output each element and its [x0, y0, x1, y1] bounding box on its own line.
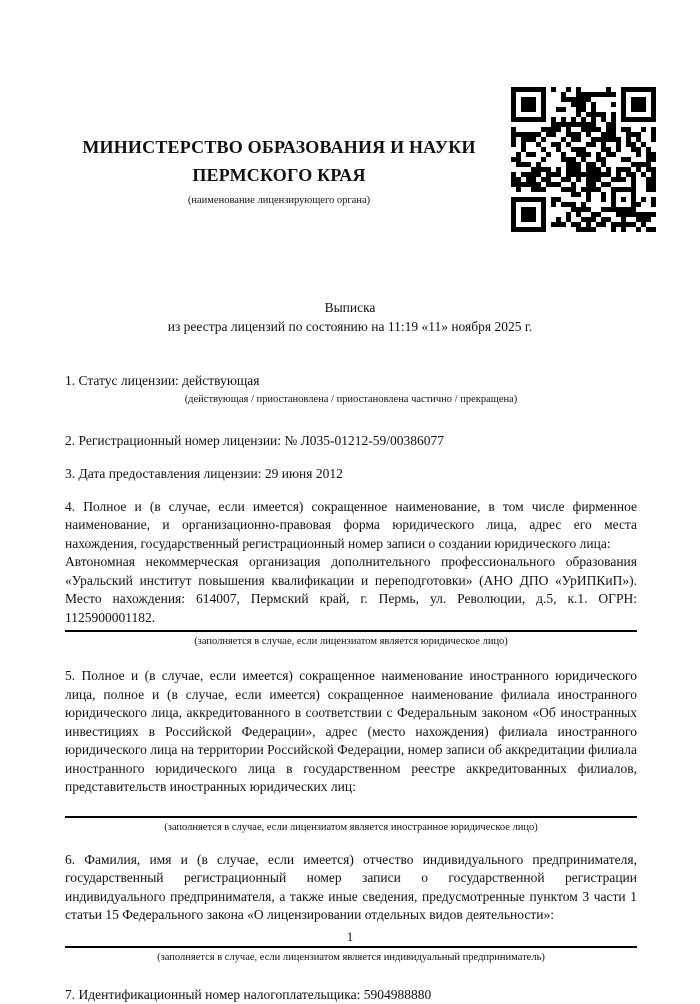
fill-line — [65, 946, 637, 948]
document-title — [0, 298, 700, 336]
item-license-date — [65, 465, 637, 484]
ministry-name — [65, 133, 493, 189]
license-date-text: 3. Дата предоставления лицензии: 29 июня 2012 — [65, 465, 637, 484]
ministry-name-line1: МИНИСТЕРСТВО ОБРАЗОВАНИЯ И НАУКИ — [65, 133, 493, 161]
foreign-entity-caption: (заполняется в случае, если лицензиатом является иностранное юридическое лицо) — [65, 821, 637, 834]
ministry-name-line2: ПЕРМСКОГО КРАЯ — [65, 161, 493, 189]
title-line2: из реестра лицензий по состоянию на 11:19 «11» ноября 2025 г. — [0, 317, 700, 336]
document-header — [0, 0, 700, 298]
entrepreneur-label: 6. Фамилия, имя и (в случае, если имеется) отчество индивидуального предпринимателя, государственный регистрационный номер записи о государственной регистрации индивидуального предпринимателя, а также иные сведения, предусмотренные пунктом 3 части 1 статьи 15 Федерального закона «О лицензировании отдельных видов деятельности»: — [65, 851, 637, 925]
taxpayer-number-text: 7. Идентификационный номер налогоплательщика: 5904988880 — [65, 986, 637, 1004]
fill-line — [65, 630, 637, 632]
foreign-entity-label: 5. Полное и (в случае, если имеется) сокращенное наименование иностранного юридического лица, полное и (в случае, если имеется) сокращенное наименование филиала иностранного юридического лица, аккредитованного в соответствии с Федеральным законом «Об иностранных инвестициях в Российской Федерации», адрес (место нахождения) филиала иностранного юридического лица на территории Российской Федерации, номер записи об аккредитации филиала иностранного юридического лица в государственном реестре аккредитованных филиалов, представительств иностранных юридических лиц: — [65, 667, 637, 797]
title-line1: Выписка — [0, 298, 700, 317]
license-status-options: (действующая / приостановлена / приостановлена частично / прекращена) — [65, 393, 637, 406]
license-status-text: 1. Статус лицензии: действующая — [65, 372, 637, 391]
qr-code-icon — [504, 80, 663, 239]
item-individual-entrepreneur — [65, 851, 637, 964]
item-taxpayer-number — [65, 986, 637, 1004]
fill-line — [65, 816, 637, 818]
legal-entity-value: Автономная некоммерческая организация дополнительного профессионального образования «Уральский институт повышения квалификации и переподготовки» (АНО ДПО «УрИПКиП»). Место нахождения: 614007, Пермский край, г. Пермь, ул. Революции, д.5, к.1. ОГРН: 1125900001182. — [65, 553, 637, 627]
item-registration-number — [65, 432, 637, 451]
ministry-caption: (наименование лицензирующего органа) — [65, 194, 493, 207]
item-foreign-entity — [65, 667, 637, 834]
registration-number-text: 2. Регистрационный номер лицензии: № Л035-01212-59/00386077 — [65, 432, 637, 451]
document-content — [65, 372, 637, 1004]
item-legal-entity — [65, 498, 637, 649]
legal-entity-label: 4. Полное и (в случае, если имеется) сокращенное наименование, в том числе фирменное наименование, и организационно-правовая форма юридического лица, адрес его места нахождения, государственный регистрационный номер записи о создании юридического лица: — [65, 498, 637, 554]
entrepreneur-caption: (заполняется в случае, если лицензиатом является индивидуальный предприниматель) — [65, 951, 637, 964]
page-number: 1 — [0, 929, 700, 945]
licensing-authority — [65, 133, 493, 207]
legal-entity-caption: (заполняется в случае, если лицензиатом является юридическое лицо) — [65, 635, 637, 648]
item-license-status — [65, 372, 637, 406]
